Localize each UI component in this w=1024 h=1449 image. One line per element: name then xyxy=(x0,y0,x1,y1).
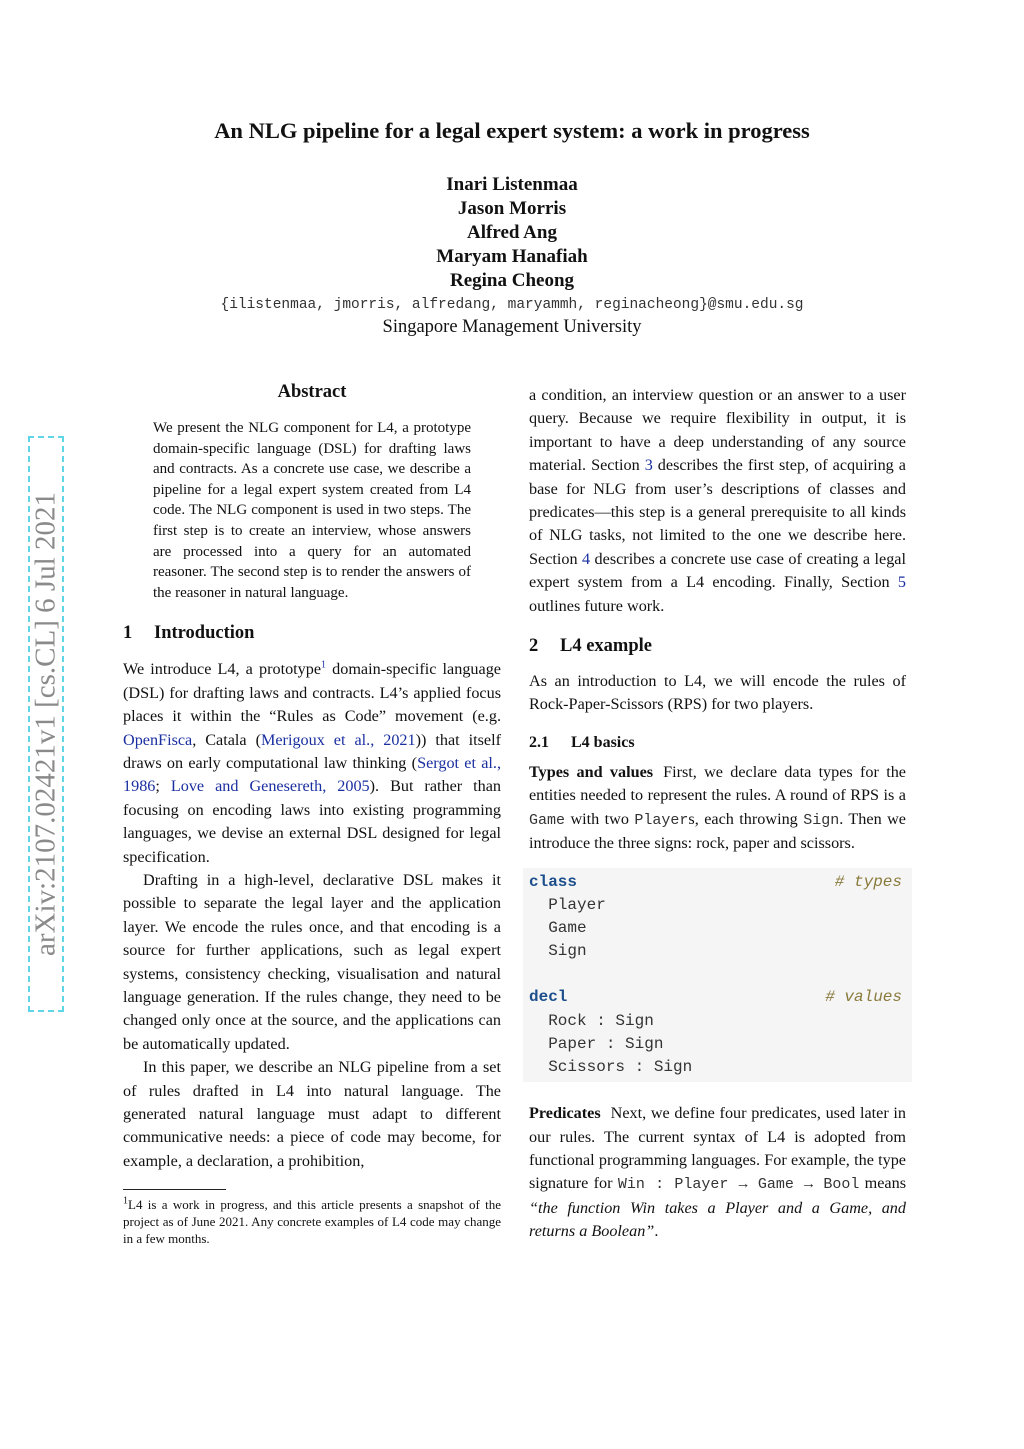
code-inline: Sign xyxy=(803,811,840,829)
code-blank-line xyxy=(529,963,906,986)
text-run: ; xyxy=(155,777,171,796)
text-run: with two xyxy=(565,809,635,828)
text-run: . Then we introduce the three signs: rock, paper and scissors. xyxy=(529,809,906,853)
code-line: Player xyxy=(529,895,606,914)
code-comment: # types xyxy=(834,872,902,891)
text-run: )) that itself draws on early computational law thinking ( xyxy=(123,730,501,772)
italic-quote: “the function Win takes a Player and a Game, and returns a Boolean” xyxy=(529,1198,906,1241)
code-inline: Game xyxy=(529,811,566,829)
code-comment: # values xyxy=(825,988,902,1007)
text-run: means xyxy=(859,1174,906,1193)
text-run: outlines future work. xyxy=(529,596,665,615)
section-title: L4 example xyxy=(560,636,652,657)
text-run: ). But rather than focusing on encoding laws into existing programming languages, we devise an external DSL designed for legal specification. xyxy=(123,777,502,866)
paragraph-heading: Types and values xyxy=(529,762,654,781)
author-name: Inari Listenmaa xyxy=(446,174,578,195)
subsection-number: 2.1 xyxy=(529,733,549,751)
author-name: Maryam Hanafiah xyxy=(436,246,588,267)
text-run: Next, we define four predicates, used later in our rules. The current syntax of L4 is adopted from functional programming languages. For example, the type signature for xyxy=(529,1104,906,1193)
paper-title: An NLG pipeline for a legal expert system: a work in progress xyxy=(214,118,810,143)
footnote-text: L4 is a work in progress, and this article presents a snapshot of the project as of June 2021. Any concrete examples of L4 code may change in a few months. xyxy=(123,1197,501,1247)
code-keyword: decl xyxy=(529,988,568,1007)
text-run: , Catala ( xyxy=(192,730,261,749)
text-run: describes the first step, of acquiring a base for NLG from user’s descriptions of classes and predicates—this step is a general prerequisite to all kinds of NLG tasks, not limited to the one we describe here. Section xyxy=(529,456,906,568)
code-keyword: class xyxy=(529,872,578,891)
section-ref-link[interactable]: 5 xyxy=(897,573,906,592)
text-run: s, each throwing xyxy=(688,809,804,828)
code-line xyxy=(529,986,906,1009)
subsection-title: L4 basics xyxy=(571,733,635,751)
text-run: describes a concrete use case of creating a legal expert system from a L4 encoding. Finally, Section xyxy=(529,549,906,592)
code-line: Scissors : Sign xyxy=(529,1058,693,1076)
text-run: a condition, an interview question or an answer to a user query. Because we require flexibility in output, it is important to have a deep understanding of any source material. Section xyxy=(529,386,906,475)
right-column xyxy=(529,384,906,1244)
abstract-heading: Abstract xyxy=(277,382,347,402)
affiliation: Singapore Management University xyxy=(382,317,642,337)
text-run: First, we declare data types for the entities needed to represent the rules. A round of RPS is a xyxy=(529,762,906,805)
section-number: 1 xyxy=(123,623,133,644)
code-line: Game xyxy=(529,918,587,937)
text-run: domain-specific language (DSL) for drafting laws and contracts. L4’s applied focus places it within the “Rules as Code” movement (e.g. xyxy=(123,660,501,726)
predicates-paragraph xyxy=(529,1102,906,1243)
author-name: Regina Cheong xyxy=(449,270,575,291)
code-line: Rock : Sign xyxy=(529,1011,654,1030)
footnote-ref[interactable]: 1 xyxy=(321,659,327,671)
footnote xyxy=(123,1196,501,1247)
types-paragraph xyxy=(529,761,906,856)
left-column xyxy=(123,382,501,1247)
section-title: Introduction xyxy=(154,623,255,644)
author-list xyxy=(0,173,1024,293)
openfisca-link[interactable]: OpenFisca xyxy=(123,730,193,749)
author-emails: {ilistenmaa, jmorris, alfredang, maryammh, reginacheong}@smu.edu.sg xyxy=(220,297,804,313)
footnote-divider xyxy=(123,1189,226,1190)
citation-link[interactable]: Love and Genesereth, 2005 xyxy=(170,777,370,796)
text-run: . xyxy=(654,1222,659,1241)
intro-paragraph-1 xyxy=(123,658,501,869)
section-number: 2 xyxy=(529,636,539,657)
intro-paragraph-2: Drafting in a high-level, declarative DSL makes it possible to separate the legal layer and the application layer. We encode the rules once, and that encoding is a source for further applications, such as legal expert systems, consistency checking, visualisation and natural language generation. If the rules change, they need to be changed only once at the source, and the applications can be automatically updated. xyxy=(123,871,501,1053)
l4-example-paragraph: As an introduction to L4, we will encode the rules of Rock-Paper-Scissors (RPS) for two players. xyxy=(529,672,906,714)
arxiv-sidebar xyxy=(28,436,64,1012)
code-listing xyxy=(523,868,912,1083)
intro-paragraph-3: In this paper, we describe an NLG pipeline from a set of rules drafted in L4 into natural language. The generated natural language must adapt to different communicative needs: a piece of code may become, for example, a declaration, a prohibition, xyxy=(123,1058,501,1170)
continued-paragraph xyxy=(529,384,906,618)
section-ref-link[interactable]: 3 xyxy=(644,456,653,475)
code-inline: Win : Player → Game → Bool xyxy=(617,1176,860,1194)
section-heading-l4-example xyxy=(529,636,906,657)
code-line: Paper : Sign xyxy=(529,1034,664,1053)
abstract-text: We present the NLG component for L4, a prototype domain-specific language (DSL) for drafting laws and contracts. As a concrete use case, we describe a pipeline for a legal expert system created from L4 code. The NLG component is used in two steps. The first step is to create an interview, whose answers are processed into a query for an automated reasoner. The second step is to render the answers of the reasoner in natural language. xyxy=(153,420,471,601)
footnote-number: 1 xyxy=(123,1195,128,1207)
subsection-heading-l4-basics xyxy=(529,734,906,752)
author-name: Alfred Ang xyxy=(467,222,557,243)
arxiv-identifier: arXiv:2107.02421v1 [cs.CL] 6 Jul 2021 xyxy=(29,492,62,956)
author-name: Jason Morris xyxy=(457,198,567,219)
citation-link[interactable]: Sergot et al., 1986 xyxy=(123,753,501,796)
section-heading-introduction xyxy=(123,623,501,644)
section-ref-link[interactable]: 4 xyxy=(582,549,591,568)
paragraph-heading: Predicates xyxy=(529,1104,601,1123)
citation-link[interactable]: Merigoux et al., 2021 xyxy=(260,730,416,749)
code-inline: Player xyxy=(634,811,689,829)
code-line: Sign xyxy=(529,942,587,961)
text-run: We introduce L4, a prototype xyxy=(123,660,322,679)
code-line xyxy=(529,871,906,894)
